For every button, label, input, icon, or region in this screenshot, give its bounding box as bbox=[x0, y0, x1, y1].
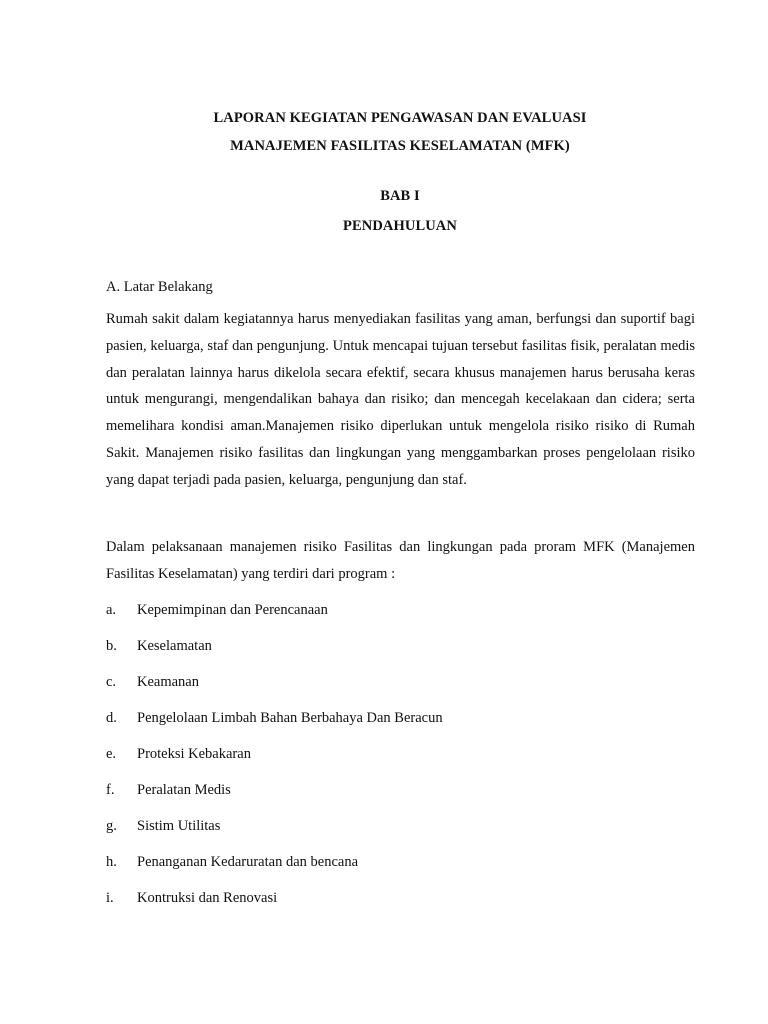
list-item-text: Sistim Utilitas bbox=[137, 818, 221, 834]
list-item bbox=[106, 818, 443, 854]
chapter-title: PENDAHULUAN bbox=[343, 218, 457, 234]
list-item-text: Keselamatan bbox=[137, 638, 212, 654]
list-marker: e. bbox=[106, 746, 117, 762]
list-marker: a. bbox=[106, 602, 117, 618]
list-item-text: Kepemimpinan dan Perencanaan bbox=[137, 602, 328, 618]
list-item-text: Kontruksi dan Renovasi bbox=[137, 890, 278, 906]
list-item bbox=[106, 638, 443, 674]
list-marker: d. bbox=[106, 710, 117, 726]
list-item-text: Penanganan Kedaruratan dan bencana bbox=[137, 854, 359, 870]
list-item-text: Keamanan bbox=[137, 674, 199, 690]
list-item bbox=[106, 746, 443, 782]
list-item bbox=[106, 674, 443, 710]
list-item-text: Pengelolaan Limbah Bahan Berbahaya Dan Beracun bbox=[137, 710, 443, 726]
list-item bbox=[106, 710, 443, 746]
list-item bbox=[106, 782, 443, 818]
list-item-text: Proteksi Kebakaran bbox=[137, 746, 251, 762]
list-item-text: Peralatan Medis bbox=[137, 782, 231, 798]
list-marker: b. bbox=[106, 638, 117, 654]
list-item bbox=[106, 854, 443, 890]
document-title-line-1: LAPORAN KEGIATAN PENGAWASAN DAN EVALUASI bbox=[213, 110, 587, 126]
paragraph-background: Rumah sakit dalam kegiatannya harus menyediakan fasilitas yang aman, berfungsi dan suportif bagi pasien, keluarga, staf dan pengunjung. Untuk mencapai tujuan tersebut fasilitas fisik, peralatan medis dan peralatan lainnya harus dikelola secara efektif, secara khusus manajemen harus berusaha keras untuk mengurangi, mengendalikan bahaya dan risiko; dan mencegah kecelakaan dan cidera; serta memelihara kondisi aman.Manajemen risiko diperlukan untuk mengelola risiko risiko di Rumah Sakit. Manajemen risiko fasilitas dan lingkungan yang menggambarkan proses pengelolaan risiko yang dapat terjadi pada pasien, keluarga, pengunjung dan staf. bbox=[106, 311, 695, 488]
paragraph-program-intro: Dalam pelaksanaan manajemen risiko Fasilitas dan lingkungan pada proram MFK (Manajemen Fasilitas Keselamatan) yang terdiri dari program : bbox=[106, 539, 695, 582]
program-list bbox=[106, 602, 443, 926]
chapter-number: BAB I bbox=[380, 188, 420, 204]
list-marker: i. bbox=[106, 890, 114, 906]
list-marker: c. bbox=[106, 674, 117, 690]
section-heading: A. Latar Belakang bbox=[106, 279, 213, 295]
list-marker: g. bbox=[106, 818, 117, 834]
list-item bbox=[106, 890, 443, 926]
list-marker: h. bbox=[106, 854, 117, 870]
list-marker: f. bbox=[106, 782, 115, 798]
list-item bbox=[106, 602, 443, 638]
document-title-line-2: MANAJEMEN FASILITAS KESELAMATAN (MFK) bbox=[230, 138, 570, 154]
